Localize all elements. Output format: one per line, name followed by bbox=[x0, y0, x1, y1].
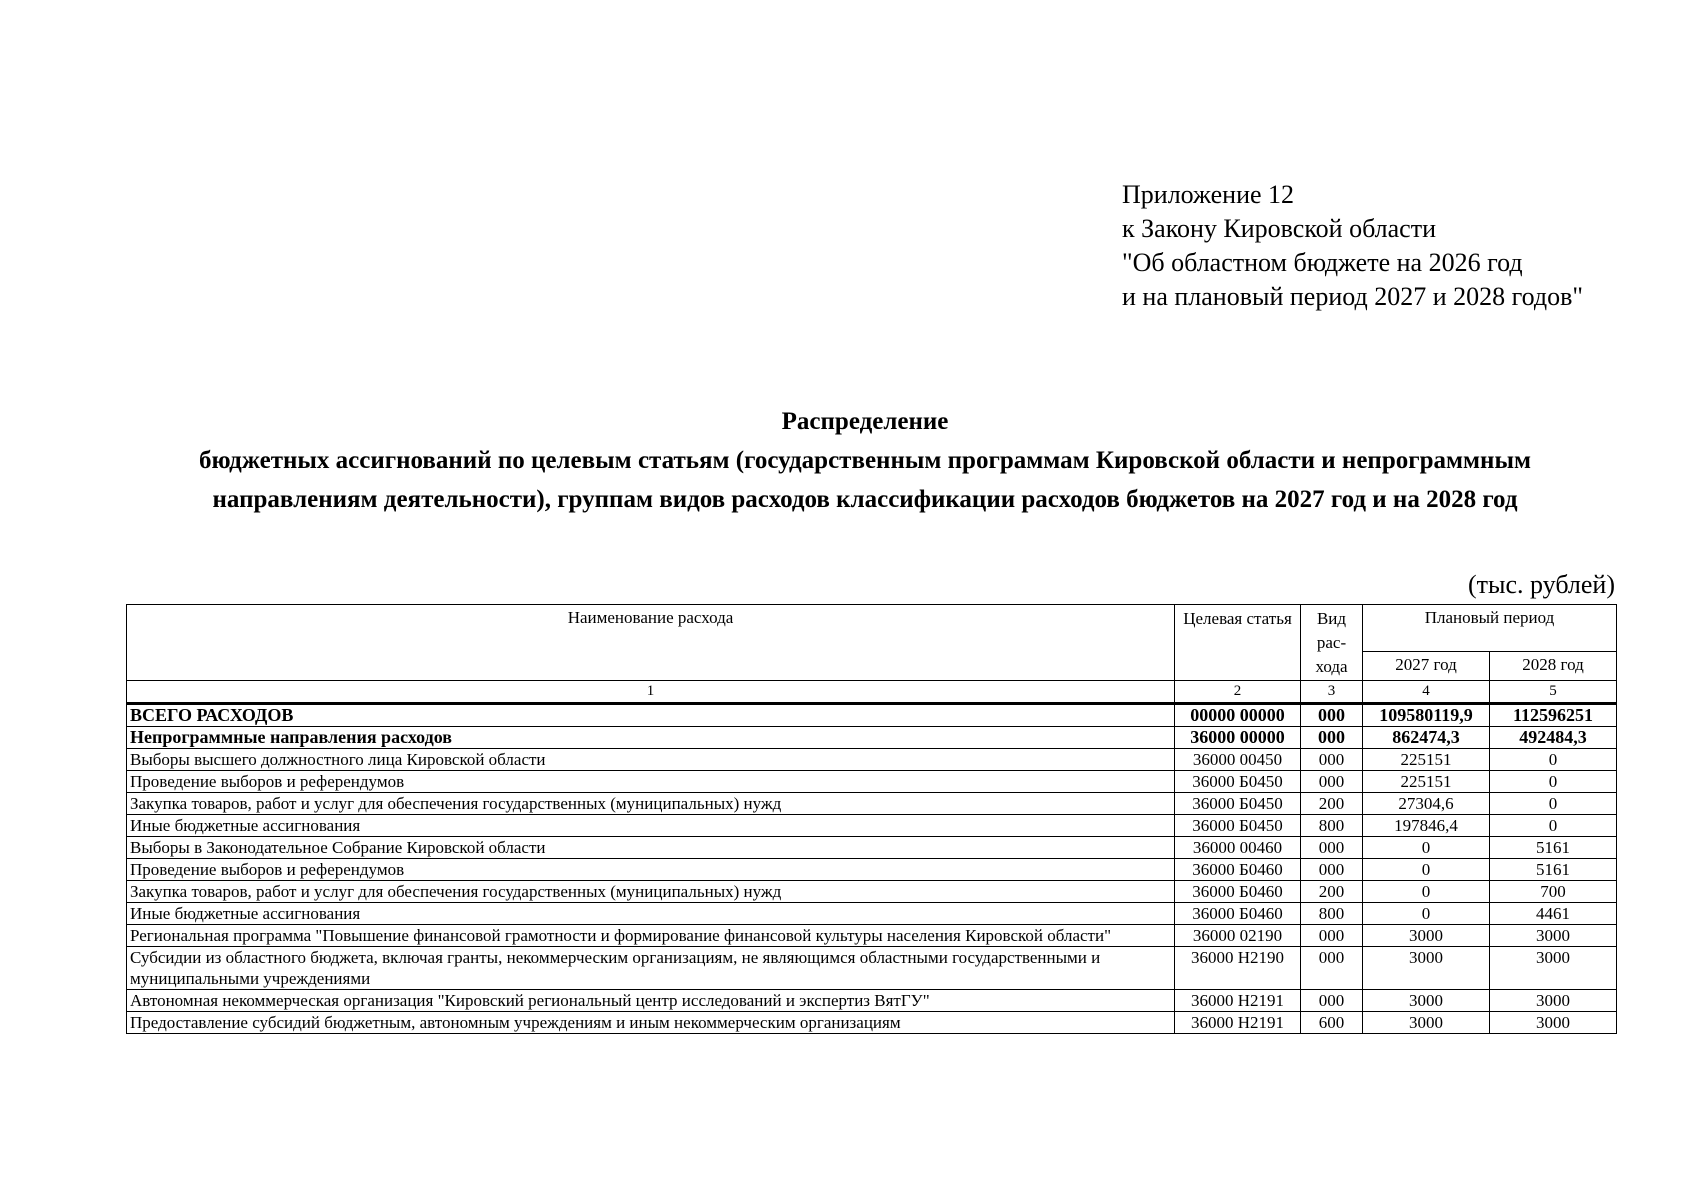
amount-2028: 112596251 bbox=[1490, 704, 1617, 727]
header-year-2028: 2028 год bbox=[1490, 652, 1617, 681]
amount-2028: 0 bbox=[1490, 793, 1617, 815]
amount-2027: 109580119,9 bbox=[1363, 704, 1490, 727]
expense-name: Региональная программа "Повышение финансовой грамотности и формирование финансовой культуры населения Кировской области" bbox=[127, 925, 1175, 947]
table-row bbox=[127, 947, 1617, 990]
target-article-code: 36000 00450 bbox=[1175, 749, 1301, 771]
budget-table bbox=[126, 604, 1617, 1034]
target-article-code: 36000 Б0450 bbox=[1175, 793, 1301, 815]
amount-2027: 0 bbox=[1363, 837, 1490, 859]
target-article-code: 36000 Н2191 bbox=[1175, 1012, 1301, 1034]
expense-type-code: 800 bbox=[1301, 903, 1363, 925]
amount-2028: 3000 bbox=[1490, 947, 1617, 990]
target-article-code: 36000 Н2191 bbox=[1175, 990, 1301, 1012]
target-article-code: 36000 Б0460 bbox=[1175, 881, 1301, 903]
expense-type-code: 000 bbox=[1301, 859, 1363, 881]
header-expense-type-line: рас- bbox=[1316, 633, 1347, 652]
expense-type-code: 000 bbox=[1301, 771, 1363, 793]
expense-type-code: 200 bbox=[1301, 881, 1363, 903]
table-row bbox=[127, 881, 1617, 903]
appendix-line: и на плановый период 2027 и 2028 годов" bbox=[1122, 282, 1584, 311]
expense-name: Иные бюджетные ассигнования bbox=[127, 903, 1175, 925]
amount-2027: 3000 bbox=[1363, 1012, 1490, 1034]
appendix-line: Приложение 12 bbox=[1122, 180, 1295, 209]
expense-name: Автономная некоммерческая организация "Кировский региональный центр исследований и экспертиз ВятГУ" bbox=[127, 990, 1175, 1012]
expense-name: Иные бюджетные ассигнования bbox=[127, 815, 1175, 837]
expense-name: Непрограммные направления расходов bbox=[127, 727, 1175, 749]
header-name: Наименование расхода bbox=[127, 605, 1175, 681]
appendix-note bbox=[1122, 178, 1583, 314]
target-article-code: 36000 00460 bbox=[1175, 837, 1301, 859]
amount-2027: 225151 bbox=[1363, 749, 1490, 771]
table-row bbox=[127, 925, 1617, 947]
column-number: 5 bbox=[1490, 681, 1617, 704]
amount-2028: 4461 bbox=[1490, 903, 1617, 925]
table-row bbox=[127, 903, 1617, 925]
header-expense-type-line: Вид bbox=[1316, 609, 1347, 628]
document-title bbox=[140, 402, 1590, 519]
amount-2027: 225151 bbox=[1363, 771, 1490, 793]
target-article-code: 36000 02190 bbox=[1175, 925, 1301, 947]
target-article-code: 36000 Б0460 bbox=[1175, 859, 1301, 881]
amount-2027: 197846,4 bbox=[1363, 815, 1490, 837]
header-year-2027: 2027 год bbox=[1363, 652, 1490, 681]
amount-2028: 3000 bbox=[1490, 925, 1617, 947]
header-row bbox=[127, 605, 1617, 652]
expense-type-code: 000 bbox=[1301, 925, 1363, 947]
column-number: 2 bbox=[1175, 681, 1301, 704]
target-article-code: 36000 Н2190 bbox=[1175, 947, 1301, 990]
amount-2028: 0 bbox=[1490, 749, 1617, 771]
table-row bbox=[127, 704, 1617, 727]
appendix-line: "Об областном бюджете на 2026 год bbox=[1122, 248, 1523, 277]
expense-type-code: 000 bbox=[1301, 837, 1363, 859]
appendix-line: к Закону Кировской области bbox=[1122, 214, 1436, 243]
expense-type-code: 000 bbox=[1301, 704, 1363, 727]
table-row bbox=[127, 749, 1617, 771]
amount-2028: 700 bbox=[1490, 881, 1617, 903]
header-target-article: Целевая статья bbox=[1175, 605, 1301, 681]
amount-2027: 3000 bbox=[1363, 947, 1490, 990]
expense-name: Проведение выборов и референдумов bbox=[127, 771, 1175, 793]
table-row bbox=[127, 990, 1617, 1012]
units-label: (тыс. рублей) bbox=[1467, 570, 1615, 599]
table-row bbox=[127, 1012, 1617, 1034]
expense-name: Субсидии из областного бюджета, включая гранты, некоммерческим организациям, не являющимся областными государственными и муниципальными учреждениями bbox=[127, 947, 1175, 990]
target-article-code: 36000 Б0450 bbox=[1175, 815, 1301, 837]
expense-name: Закупка товаров, работ и услуг для обеспечения государственных (муниципальных) нужд bbox=[127, 793, 1175, 815]
header-plan-period: Плановый период bbox=[1363, 605, 1617, 652]
amount-2027: 0 bbox=[1363, 859, 1490, 881]
table-row bbox=[127, 859, 1617, 881]
expense-name: Выборы высшего должностного лица Кировской области bbox=[127, 749, 1175, 771]
column-number: 4 bbox=[1363, 681, 1490, 704]
table-row bbox=[127, 727, 1617, 749]
amount-2027: 3000 bbox=[1363, 990, 1490, 1012]
amount-2027: 27304,6 bbox=[1363, 793, 1490, 815]
amount-2027: 3000 bbox=[1363, 925, 1490, 947]
expense-type-code: 000 bbox=[1301, 990, 1363, 1012]
expense-name: Закупка товаров, работ и услуг для обеспечения государственных (муниципальных) нужд bbox=[127, 881, 1175, 903]
amount-2027: 862474,3 bbox=[1363, 727, 1490, 749]
expense-type-code: 000 bbox=[1301, 749, 1363, 771]
title-line: направлениям деятельности), группам видов расходов классификации расходов бюджетов на 2027 год и на 2028 год bbox=[212, 486, 1518, 513]
title-line: бюджетных ассигнований по целевым статьям (государственным программам Кировской области и непрограммным bbox=[199, 447, 1531, 474]
table-row bbox=[127, 815, 1617, 837]
amount-2028: 3000 bbox=[1490, 990, 1617, 1012]
table-row bbox=[127, 837, 1617, 859]
amount-2028: 5161 bbox=[1490, 859, 1617, 881]
expense-name: ВСЕГО РАСХОДОВ bbox=[127, 704, 1175, 727]
amount-2028: 0 bbox=[1490, 815, 1617, 837]
expense-name: Предоставление субсидий бюджетным, автономным учреждениям и иным некоммерческим организациям bbox=[127, 1012, 1175, 1034]
column-number-row bbox=[127, 681, 1617, 704]
expense-type-code: 600 bbox=[1301, 1012, 1363, 1034]
column-number: 1 bbox=[127, 681, 1175, 704]
amount-2028: 5161 bbox=[1490, 837, 1617, 859]
header-expense-type bbox=[1301, 605, 1363, 681]
table-row bbox=[127, 771, 1617, 793]
amount-2027: 0 bbox=[1363, 903, 1490, 925]
title-line: Распределение bbox=[781, 408, 949, 435]
target-article-code: 00000 00000 bbox=[1175, 704, 1301, 727]
amount-2028: 0 bbox=[1490, 771, 1617, 793]
expense-name: Выборы в Законодательное Собрание Кировской области bbox=[127, 837, 1175, 859]
expense-type-code: 000 bbox=[1301, 947, 1363, 990]
table-row bbox=[127, 793, 1617, 815]
amount-2028: 3000 bbox=[1490, 1012, 1617, 1034]
header-expense-type-line: хода bbox=[1315, 657, 1348, 676]
target-article-code: 36000 Б0460 bbox=[1175, 903, 1301, 925]
expense-type-code: 200 bbox=[1301, 793, 1363, 815]
expense-type-code: 800 bbox=[1301, 815, 1363, 837]
column-number: 3 bbox=[1301, 681, 1363, 704]
expense-type-code: 000 bbox=[1301, 727, 1363, 749]
amount-2028: 492484,3 bbox=[1490, 727, 1617, 749]
amount-2027: 0 bbox=[1363, 881, 1490, 903]
target-article-code: 36000 00000 bbox=[1175, 727, 1301, 749]
target-article-code: 36000 Б0450 bbox=[1175, 771, 1301, 793]
expense-name: Проведение выборов и референдумов bbox=[127, 859, 1175, 881]
